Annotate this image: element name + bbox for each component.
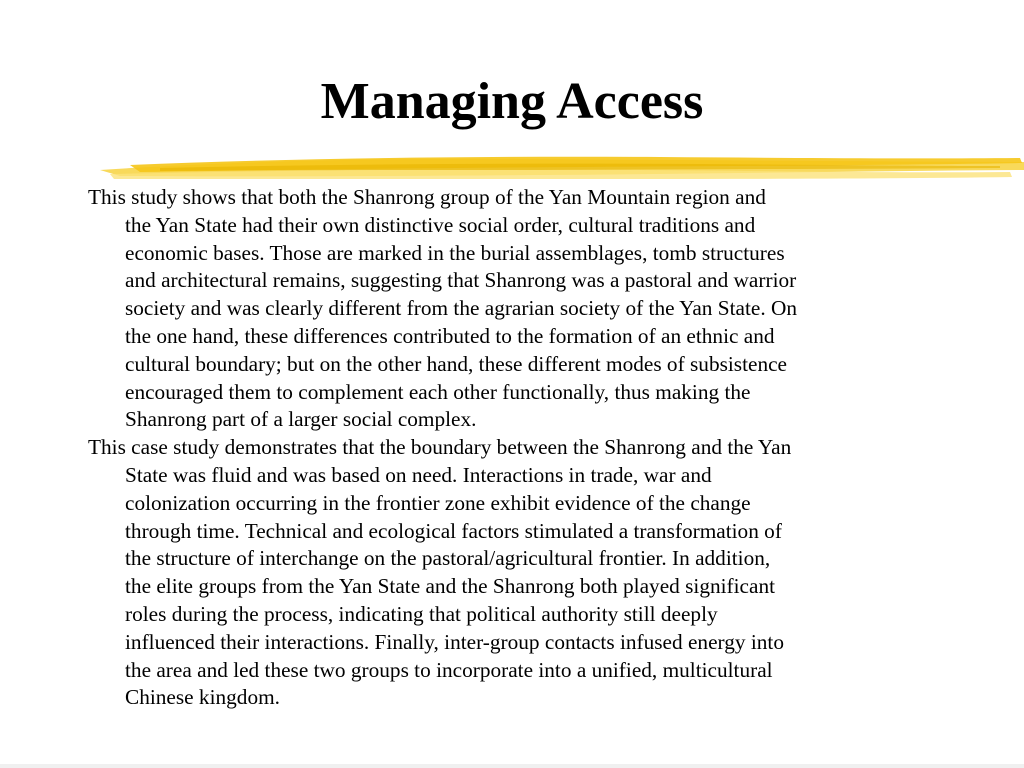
body-paragraph-2: This case study demonstrates that the boundary between the Shanrong and the Yan State was fluid and was based on need. Interactions in trade, war and colonization occurring in the frontier zone exhibit evidence of the change through time. Technical and ecological factors stimulated a transformation of the structure of interchange on the pastoral/agricultural frontier. In addition, the elite groups from the Yan State and the Shanrong both played significant roles during the process, indicating that political authority still deeply influenced their interactions. Finally, inter-group contacts infused energy into the area and led these two groups to incorporate into a unified, multicultural Chinese kingdom. — [88, 435, 792, 710]
slide-title-text: Managing Access — [320, 73, 704, 130]
slide-title — [0, 72, 1024, 132]
bottom-band — [0, 764, 1024, 768]
yellow-brush-stroke-icon — [100, 148, 1024, 188]
slide-body — [88, 184, 948, 712]
body-paragraph-1: This study shows that both the Shanrong group of the Yan Mountain region and the Yan State had their own distinctive social order, cultural traditions and economic bases. Those are marked in the burial assemblages, tomb structures and architectural remains, suggesting that Shanrong was a pastoral and warrior society and was clearly different from the agrarian society of the Yan State. On the one hand, these differences contributed to the formation of an ethnic and cultural boundary; but on the other hand, these different modes of subsistence encouraged them to complement each other functionally, thus making the Shanrong part of a larger social complex. — [88, 185, 798, 432]
